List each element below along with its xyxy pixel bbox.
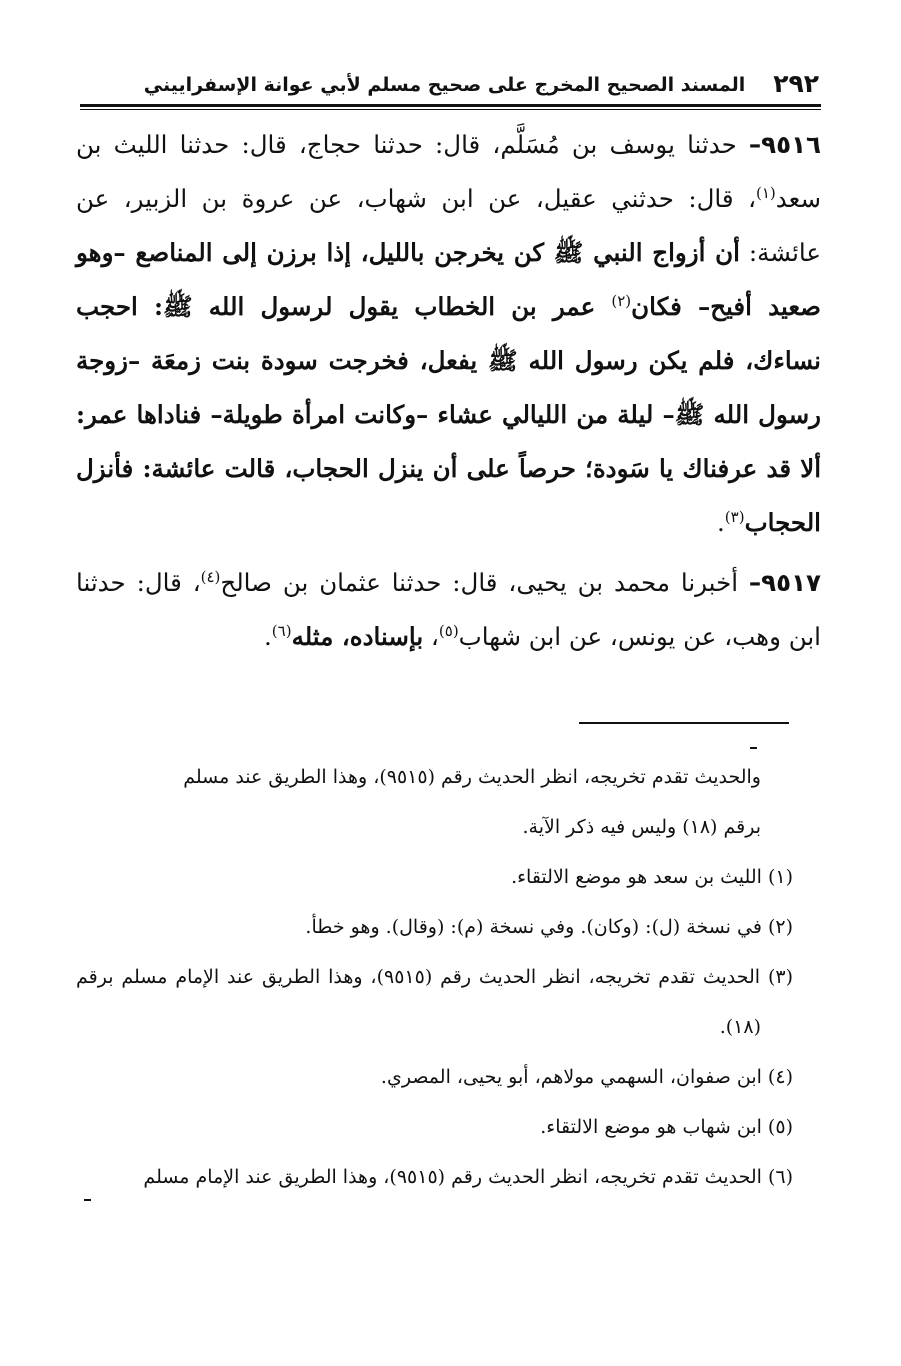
isnad-text: حدثنا يوسف بن مُسَلَّم، قال: حدثنا حجاج، قال: حدثنا الليث بن سعد	[76, 130, 821, 213]
isnad-text: ، قال: حدثنا ابن وهب، عن يونس، عن ابن شهاب	[76, 568, 821, 651]
footnotes	[76, 752, 793, 1202]
hadith-number: ٩٥١٦	[761, 130, 821, 159]
footnote-3: (٣) الحديث تقدم تخريجه، انظر الحديث رقم (٩٥١٥)، وهذا الطريق عند الإمام مسلم برقم (١٨).	[76, 966, 794, 1038]
footnote-4: (٤) ابن صفوان، السهمي مولاهم، أبو يحيى، المصري.	[380, 1066, 793, 1088]
footnote-ref-4: (٤)	[200, 567, 221, 586]
hadith-9517	[76, 556, 821, 664]
isnad-text: أخبرنا محمد بن يحيى، قال: حدثنا عثمان بن صالح	[220, 568, 749, 597]
hadith-dash: –	[748, 130, 762, 159]
footnote-6: (٦) الحديث تقدم تخريجه، انظر الحديث رقم (٩٥١٥)، وهذا الطريق عند الإمام مسلم	[143, 1166, 793, 1188]
page-number: ٢٩٢	[773, 69, 819, 98]
end-mark: .	[263, 622, 272, 651]
hadith-dash: –	[748, 568, 762, 597]
hadith-number: ٩٥١٧	[761, 568, 821, 597]
matn-text: عمر بن الخطاب يقول لرسول الله ﷺ: احجب نساءك، فلم يكن رسول الله ﷺ يفعل، فخرجت سودة بنت زمعَة –زوجة رسول الله ﷺ– ليلة من الليالي عشاء –وكانت امرأة طويلة– فناداها عمر: ألا قد عرفناك يا سَودة؛ حرصاً على أن ينزل الحجاب، قالت عائشة: فأنزل الحجاب	[76, 292, 822, 537]
footnote-2: (٢) في نسخة (ل): (وكان). وفي نسخة (م): (وقال). وهو خطأ.	[305, 916, 793, 938]
footnote-ref-3: (٣)	[724, 507, 745, 526]
footnote-ref-2: (٢)	[611, 291, 632, 310]
isnad-text: ،	[423, 622, 439, 651]
end-mark: .	[716, 508, 725, 537]
footnote-separator	[579, 722, 789, 724]
header-rule-thin	[80, 109, 821, 110]
matn-text: أن أزواج النبي ﷺ كن يخرجن بالليل، إذا برزن إلى المناصع –وهو صعيد أفيح– فكان	[76, 238, 821, 321]
running-title: المسند الصحيح المخرج على صحيح مسلم لأبي عوانة الإسفراييني	[143, 74, 746, 96]
matn-text: بإسناده، مثله	[291, 622, 424, 651]
header-rule	[80, 104, 821, 107]
main-text	[76, 118, 821, 664]
running-header	[80, 64, 819, 100]
footnote-ref-5: (٥)	[438, 621, 459, 640]
footnote-continued: والحديث تقدم تخريجه، انظر الحديث رقم (٩٥١٥)، وهذا الطريق عند مسلم	[183, 766, 761, 788]
footnote-ref-6: (٦)	[271, 621, 292, 640]
continuation-mark	[84, 1199, 91, 1201]
footnote-5: (٥) ابن شهاب هو موضع الالتقاء.	[540, 1116, 793, 1138]
footnote-1: (١) الليث بن سعد هو موضع الالتقاء.	[511, 866, 793, 888]
footnote-continued: برقم (١٨) وليس فيه ذكر الآية.	[522, 816, 761, 838]
footnote-ref-1: (١)	[756, 183, 776, 202]
hadith-9516	[76, 118, 821, 550]
continuation-mark	[750, 747, 757, 749]
isnad-text: ، قال: حدثني عقيل، عن ابن شهاب، عن عروة بن الزبير، عن عائشة:	[76, 184, 822, 267]
